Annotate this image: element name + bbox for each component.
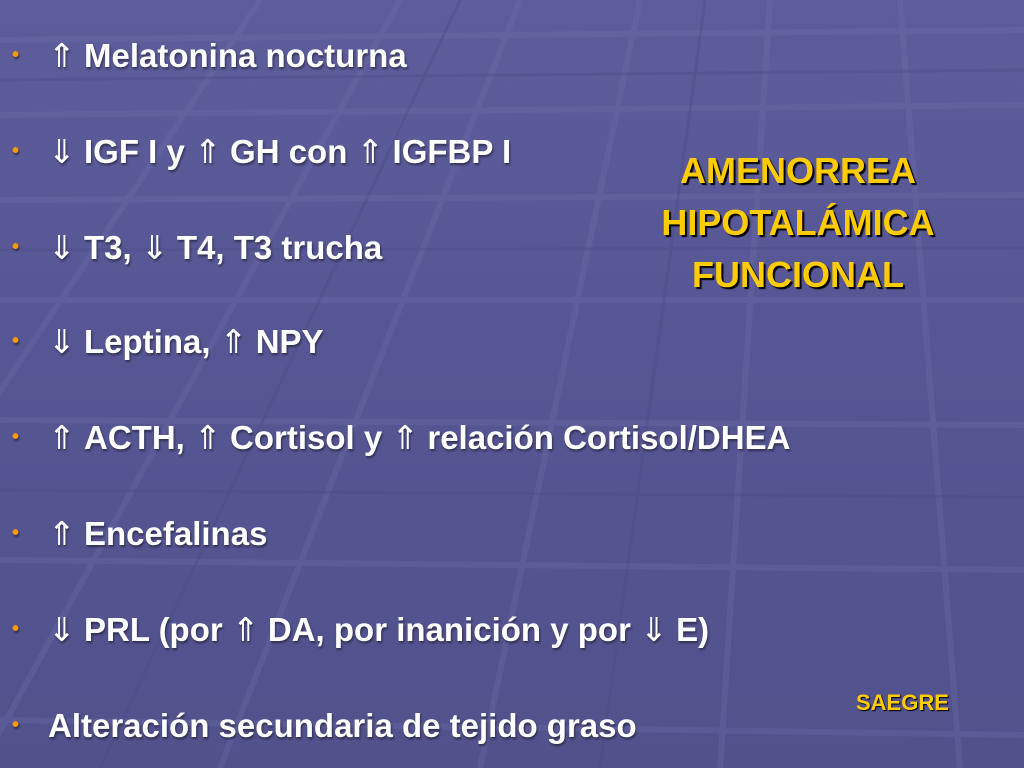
- bullet-text: Melatonina nocturna: [84, 37, 407, 74]
- double-up-arrow-icon: ⇑: [194, 132, 222, 171]
- bullet-text: GH con: [230, 133, 357, 170]
- bullet-dot-icon: •: [12, 522, 20, 545]
- bullet-text: Leptina,: [84, 323, 220, 360]
- bullet-item: [12, 610, 709, 652]
- double-up-arrow-icon: ⇑: [48, 514, 76, 553]
- bullet-dot-icon: •: [12, 236, 20, 259]
- double-down-arrow-icon: ⇓: [48, 228, 76, 267]
- double-down-arrow-icon: ⇓: [48, 132, 76, 171]
- bullet-text: Alteración secundaria de tejido graso: [48, 707, 637, 744]
- double-up-arrow-icon: ⇑: [231, 610, 260, 649]
- bullet-item: [12, 706, 637, 748]
- double-up-arrow-icon: ⇑: [219, 322, 248, 361]
- slide-title: [620, 145, 976, 301]
- double-down-arrow-icon: ⇓: [48, 322, 76, 361]
- bullet-item: [12, 514, 267, 556]
- bullet-item: [12, 228, 382, 270]
- bullet-item: [12, 132, 511, 174]
- double-down-arrow-icon: ⇓: [140, 228, 169, 267]
- bullet-text: IGFBP I: [392, 133, 512, 170]
- bullet-dot-icon: •: [12, 618, 20, 641]
- bullet-dot-icon: •: [12, 714, 20, 737]
- bullet-text: relación Cortisol/DHEA: [427, 419, 791, 456]
- bullet-text: ACTH,: [84, 419, 194, 456]
- bullet-dot-icon: •: [12, 140, 20, 163]
- bullet-item: [12, 418, 790, 460]
- bullet-item: [12, 322, 324, 364]
- title-line-3: FUNCIONAL: [692, 254, 904, 295]
- bullet-dot-icon: •: [12, 330, 20, 353]
- bullet-text: NPY: [255, 323, 324, 360]
- source-label: SAEGRE: [856, 690, 949, 715]
- bullet-text: Encefalinas: [84, 515, 268, 552]
- bullet-dot-icon: •: [12, 44, 20, 67]
- bullet-text: PRL (por: [84, 611, 232, 648]
- title-line-1: AMENORREA: [679, 150, 916, 191]
- bullet-text: T4, T3 trucha: [176, 229, 383, 266]
- double-up-arrow-icon: ⇑: [356, 132, 385, 171]
- bullet-text: E): [676, 611, 710, 648]
- double-up-arrow-icon: ⇑: [48, 418, 76, 457]
- bullet-text: Cortisol y: [230, 419, 392, 456]
- bullet-dot-icon: •: [12, 426, 20, 449]
- double-up-arrow-icon: ⇑: [48, 36, 76, 75]
- double-down-arrow-icon: ⇓: [640, 610, 668, 649]
- title-line-2: HIPOTALÁMICA: [661, 202, 935, 243]
- double-up-arrow-icon: ⇑: [391, 418, 420, 457]
- bullet-text: DA, por inanición y por: [267, 611, 641, 648]
- double-down-arrow-icon: ⇓: [48, 610, 76, 649]
- bullet-text: IGF I y: [84, 133, 195, 170]
- bullet-item: [12, 36, 407, 78]
- double-up-arrow-icon: ⇑: [194, 418, 222, 457]
- bullet-text: T3,: [84, 229, 141, 266]
